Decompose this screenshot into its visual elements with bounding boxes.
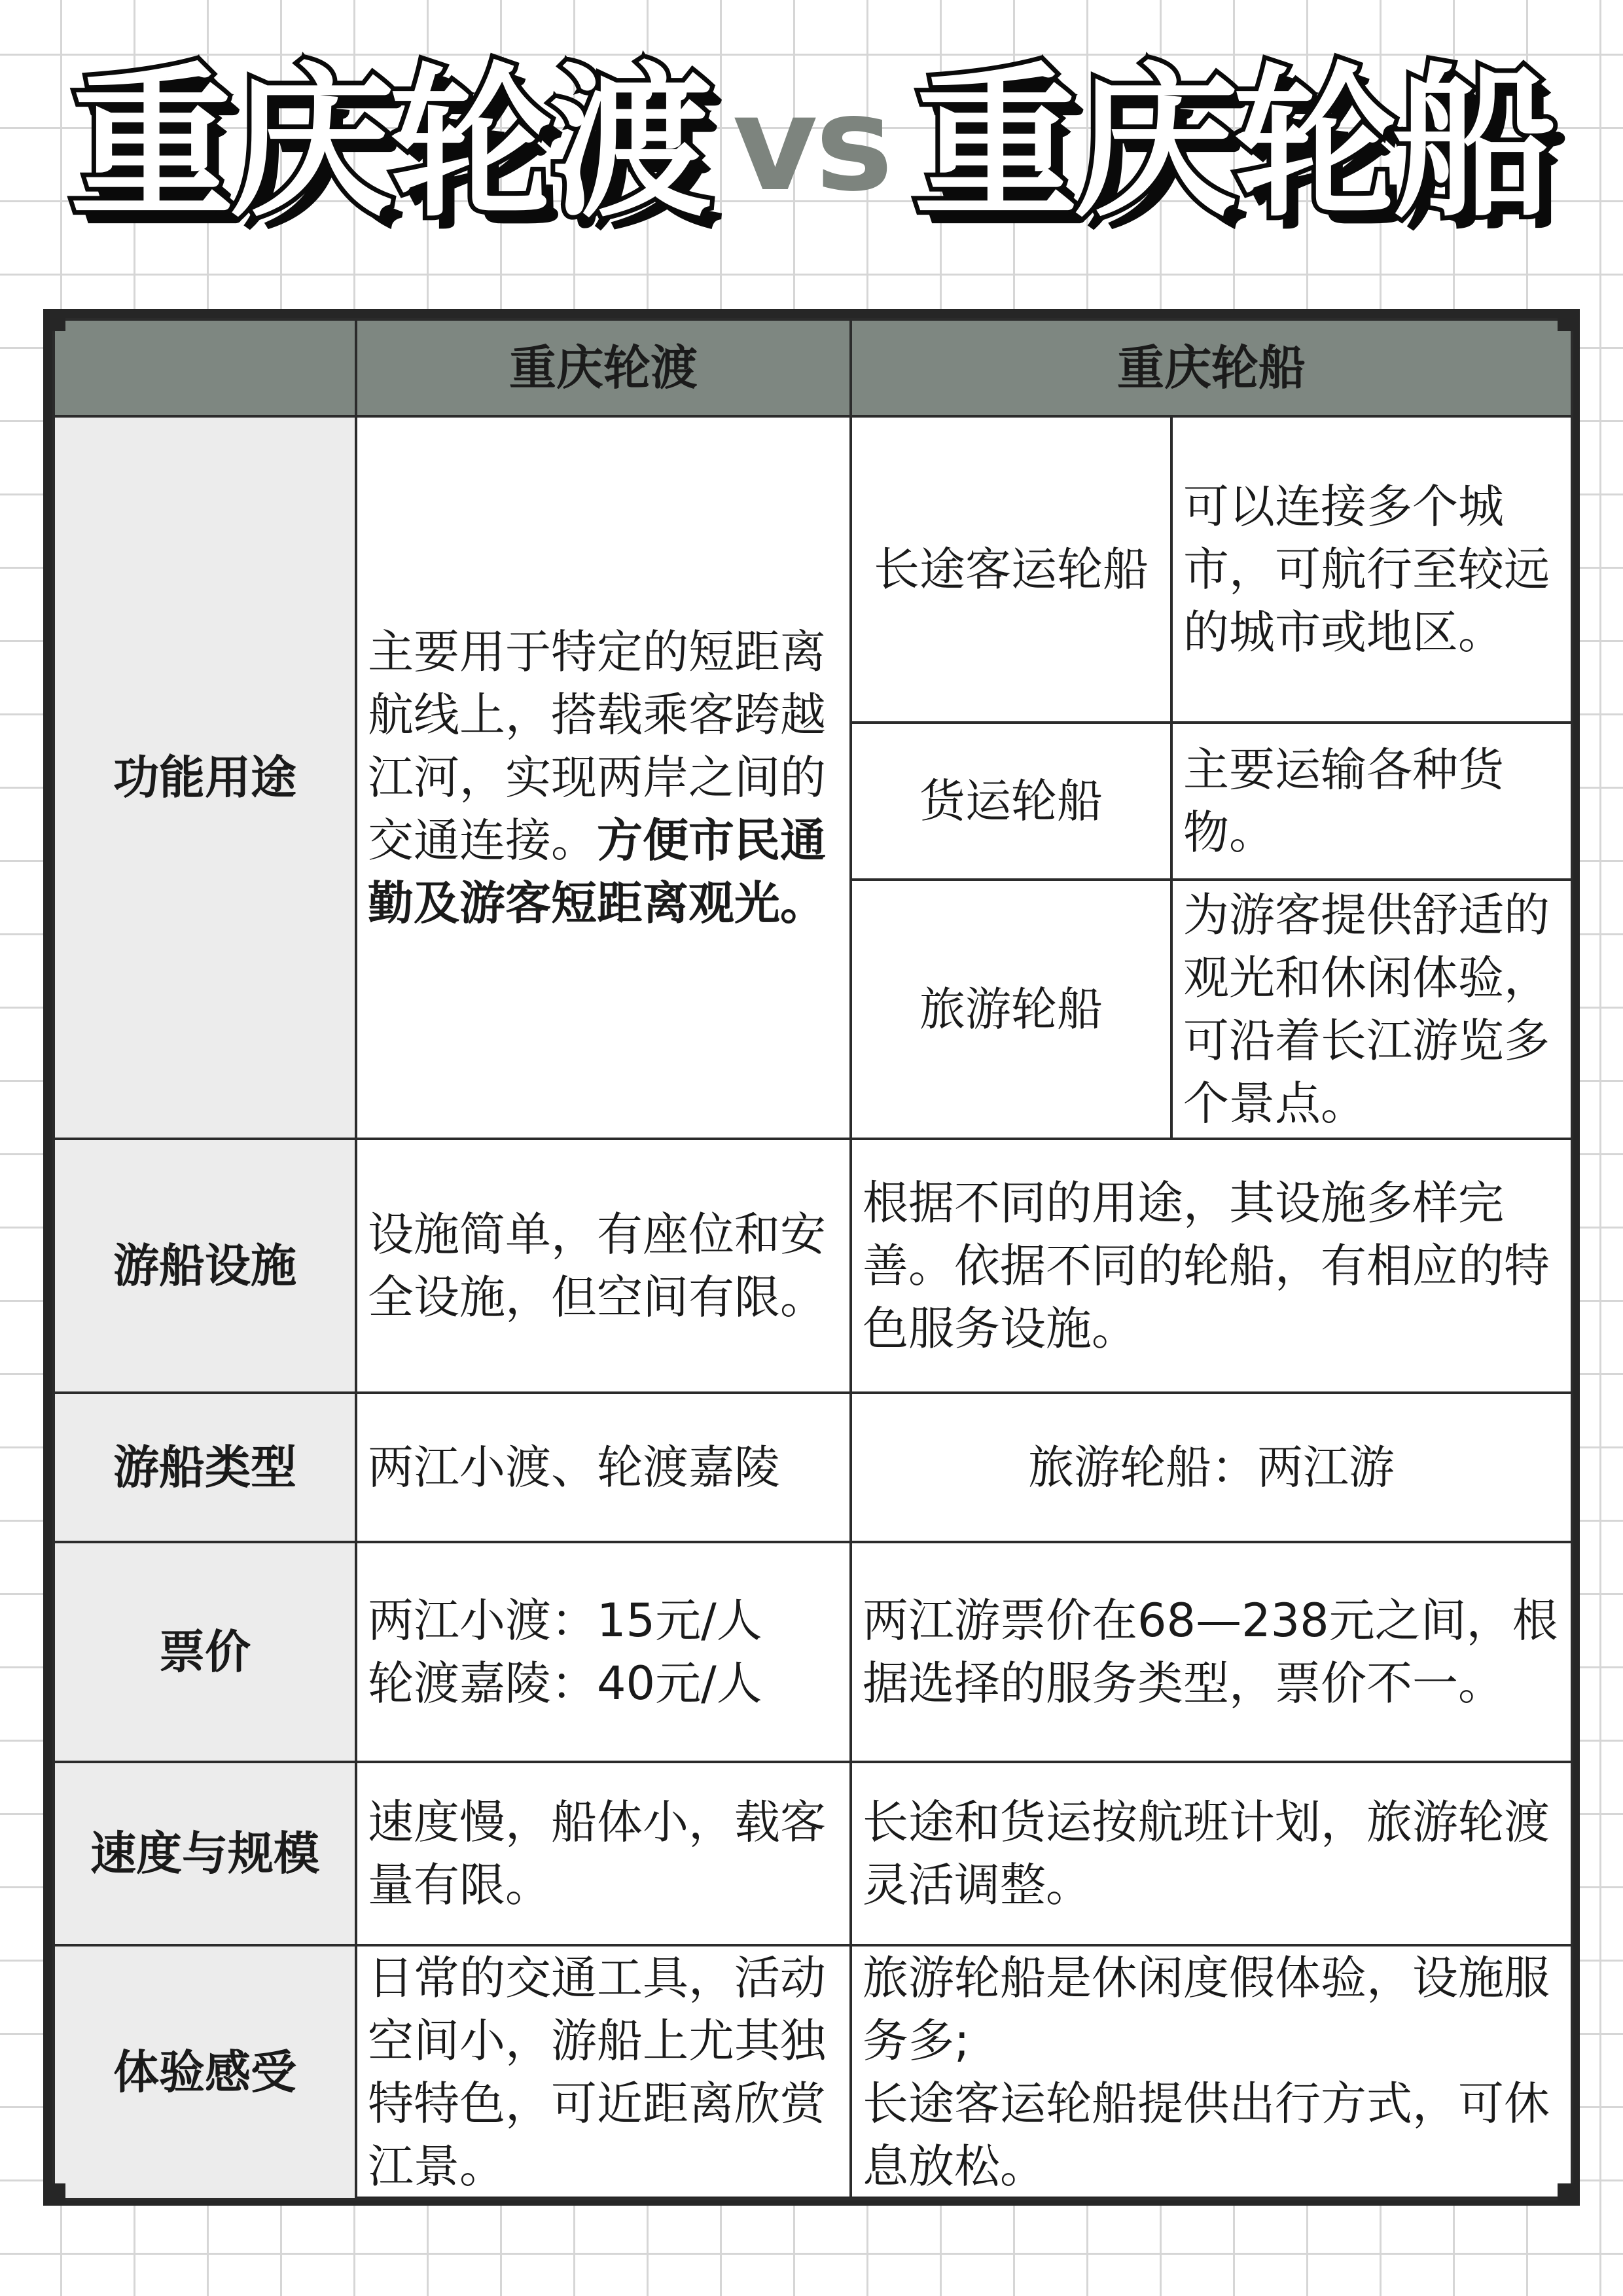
- table-row: [54, 1139, 1572, 1393]
- ferry-experience: 日常的交通工具，活动空间小，游船上尤其独特特色，可近距离欣赏江景。: [356, 1945, 851, 2199]
- table-row: [54, 416, 1572, 723]
- header-corner: [54, 319, 356, 416]
- table-row: [54, 1762, 1572, 1945]
- ship-type-cargo: 货运轮船: [851, 723, 1171, 880]
- ferry-function-text: 主要用于特定的短距离航线上，搭载乘客跨越江河，实现两岸之间的交通连接。: [368, 625, 826, 867]
- table-row: [54, 1542, 1572, 1762]
- table-row: [54, 1945, 1572, 2199]
- ship-facilities: 根据不同的用途，其设施多样完善。依据不同的轮船，有相应的特色服务设施。: [851, 1139, 1572, 1393]
- ferry-price-line: 轮渡嘉陵：40元/人: [368, 1657, 762, 1710]
- table-row: [54, 1393, 1572, 1542]
- ferry-function-bold-text: 方便市民通勤及游客短距离观光。: [368, 814, 826, 930]
- frame-corner: [43, 309, 65, 331]
- row-label-price: 票价: [54, 1542, 356, 1762]
- ship-desc-long-distance: 可以连接多个城市，可航行至较远的城市或地区。: [1171, 416, 1572, 723]
- ferry-types: 两江小渡、轮渡嘉陵: [356, 1393, 851, 1542]
- frame-corner: [1558, 309, 1580, 331]
- ship-experience-cell: [851, 1945, 1572, 2199]
- title-right: 重庆轮船: [914, 48, 1553, 239]
- table-header-row: [54, 319, 1572, 416]
- ferry-speed: 速度慢，船体小，载客量有限。: [356, 1762, 851, 1945]
- row-label-speed: 速度与规模: [54, 1762, 356, 1945]
- header-ship: 重庆轮船: [851, 319, 1572, 416]
- frame-corner: [43, 2183, 65, 2206]
- ship-experience-line: 长途客运轮船提供出行方式，可休息放松。: [863, 2077, 1550, 2193]
- comparison-table-frame: [43, 309, 1580, 2206]
- ship-speed: 长途和货运按航班计划，旅游轮渡灵活调整。: [851, 1762, 1572, 1945]
- ship-price: 两江游票价在68—238元之间，根据选择的服务类型，票价不一。: [851, 1542, 1572, 1762]
- ferry-price-line: 两江小渡：15元/人: [368, 1594, 762, 1647]
- ship-desc-cargo: 主要运输各种货物。: [1171, 723, 1572, 880]
- row-label-function: 功能用途: [54, 416, 356, 1139]
- ship-experience-line: 旅游轮船是休闲度假体验，设施服务多;: [863, 1951, 1550, 2068]
- ship-types: 旅游轮船：两江游: [851, 1393, 1572, 1542]
- header-ferry: 重庆轮渡: [356, 319, 851, 416]
- ferry-facilities: 设施简单，有座位和安全设施，但空间有限。: [356, 1139, 851, 1393]
- title-vs: vs: [732, 67, 891, 221]
- comparison-table: [52, 318, 1573, 2200]
- title-left: 重庆轮渡: [70, 48, 709, 239]
- page-title: [0, 39, 1623, 249]
- row-label-types: 游船类型: [54, 1393, 356, 1542]
- ship-type-long-distance: 长途客运轮船: [851, 416, 1171, 723]
- ship-desc-tourist: 为游客提供舒适的观光和休闲体验，可沿着长江游览多个景点。: [1171, 880, 1572, 1139]
- row-label-experience: 体验感受: [54, 1945, 356, 2199]
- ferry-function-cell: [356, 416, 851, 1139]
- frame-corner: [1558, 2183, 1580, 2206]
- ferry-price-cell: [356, 1542, 851, 1762]
- ship-type-tourist: 旅游轮船: [851, 880, 1171, 1139]
- row-label-facilities: 游船设施: [54, 1139, 356, 1393]
